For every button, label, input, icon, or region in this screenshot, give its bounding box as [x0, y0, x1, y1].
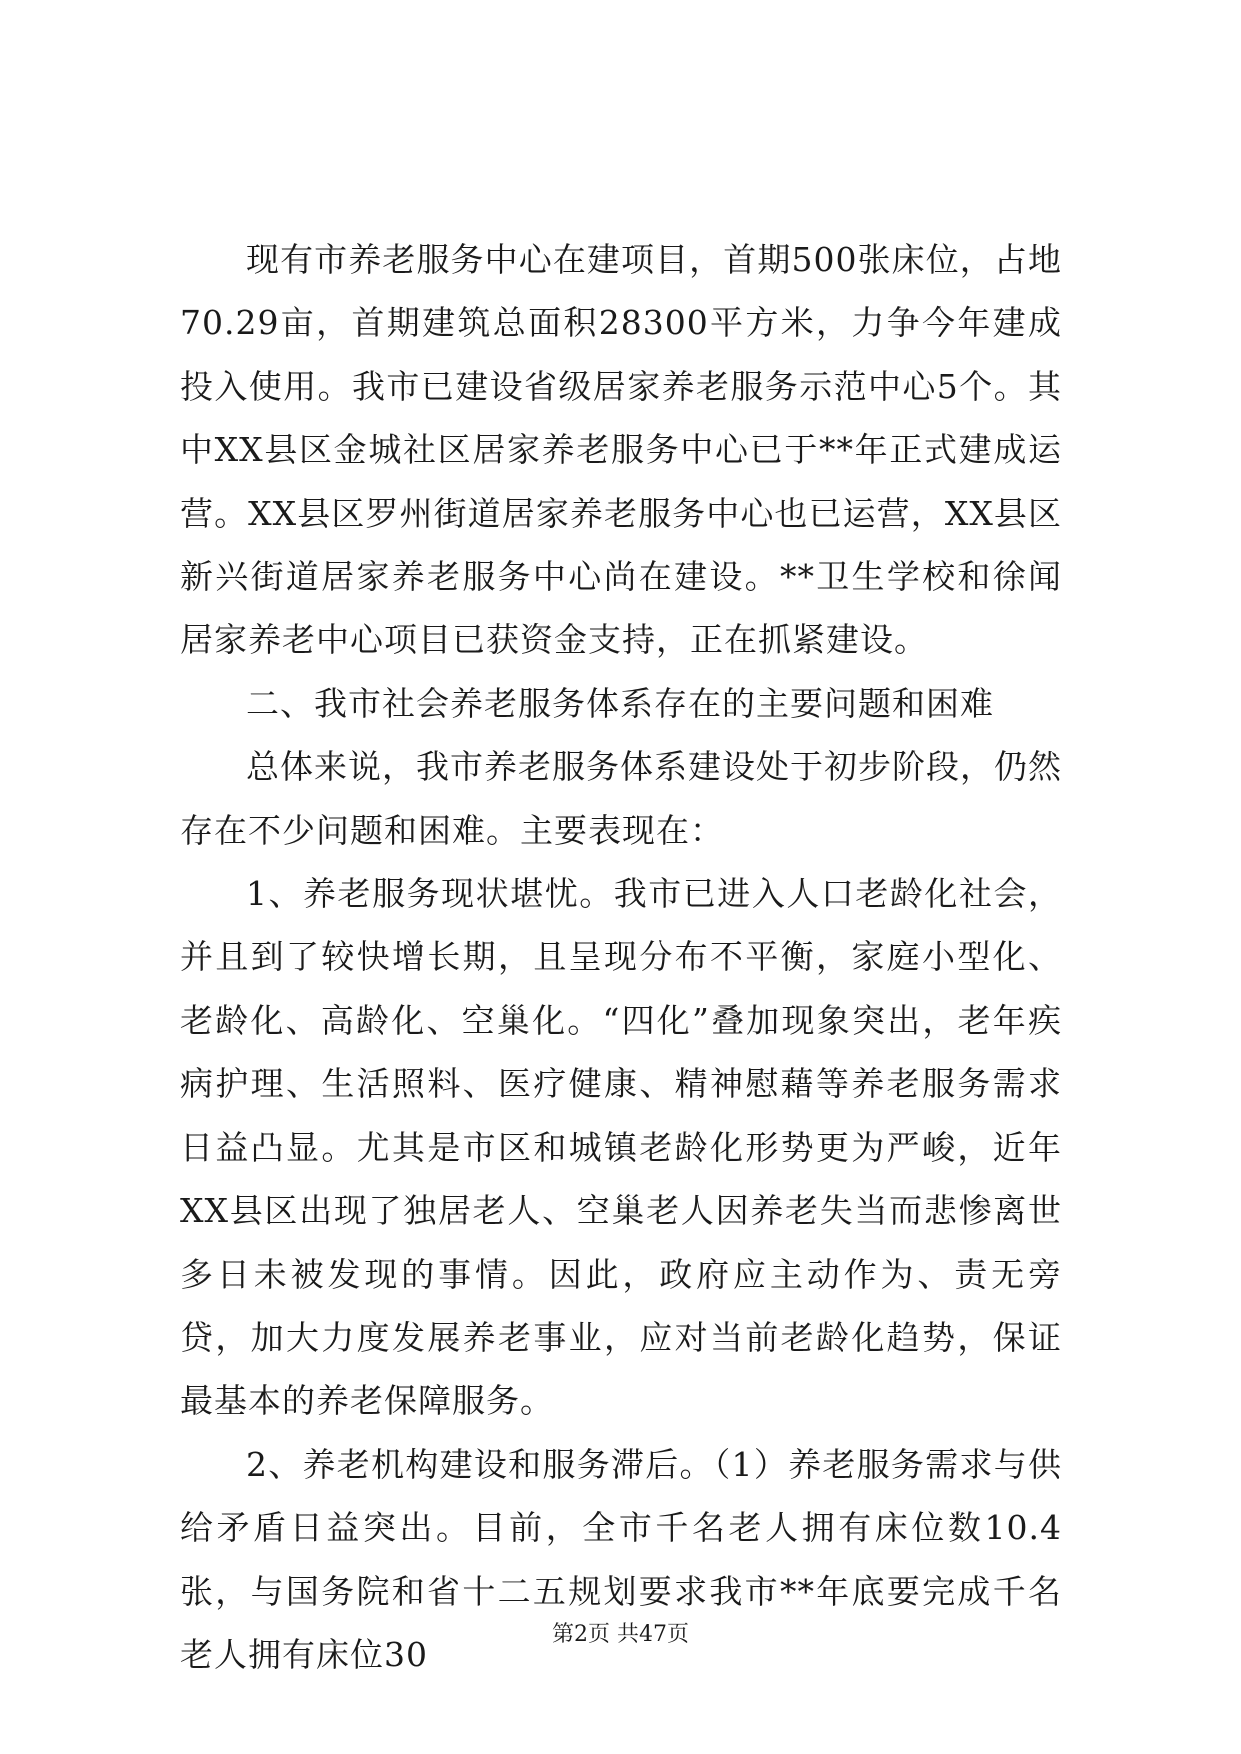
paragraph-facility-status: 现有市养老服务中心在建项目，首期500张床位，占地70.29亩，首期建筑总面积28300平方米，力争今年建成投入使用。我市已建设省级居家养老服务示范中心5个。其中XX县区金城社区居家养老服务中心已于**年正式建成运营。XX县区罗州街道居家养老服务中心也已运营，XX县区新兴街道居家养老服务中心尚在建设。**卫生学校和徐闻居家养老中心项目已获资金支持，正在抓紧建设。 — [180, 240, 1062, 660]
section-heading-problems: 二、我市社会养老服务体系存在的主要问题和困难 — [246, 683, 994, 723]
paragraph-overview: 总体来说，我市养老服务体系建设处于初步阶段，仍然存在不少问题和困难。主要表现在： — [180, 747, 1062, 850]
paragraph-point-2: 2、养老机构建设和服务滞后。（1）养老服务需求与供给矛盾日益突出。目前，全市千名老人拥有床位数10.4张，与国务院和省十二五规划要求我市**年底要完成千名老人拥有床位30 — [180, 1444, 1062, 1674]
document-body — [180, 228, 1062, 1686]
page-number-footer: 第2页 共47页 — [552, 1622, 689, 1647]
paragraph-point-1: 1、养老服务现状堪忧。我市已进入人口老龄化社会，并且到了较快增长期，且呈现分布不平衡，家庭小型化、老龄化、高龄化、空巢化。“四化”叠加现象突出，老年疾病护理、生活照料、医疗健康、精神慰藉等养老服务需求日益凸显。尤其是市区和城镇老龄化形势更为严峻，近年XX县区出现了独居老人、空巢老人因养老失当而悲惨离世多日未被发现的事情。因此，政府应主动作为、责无旁贷，加大力度发展养老事业，应对当前老龄化趋势，保证最基本的养老保障服务。 — [180, 874, 1062, 1421]
